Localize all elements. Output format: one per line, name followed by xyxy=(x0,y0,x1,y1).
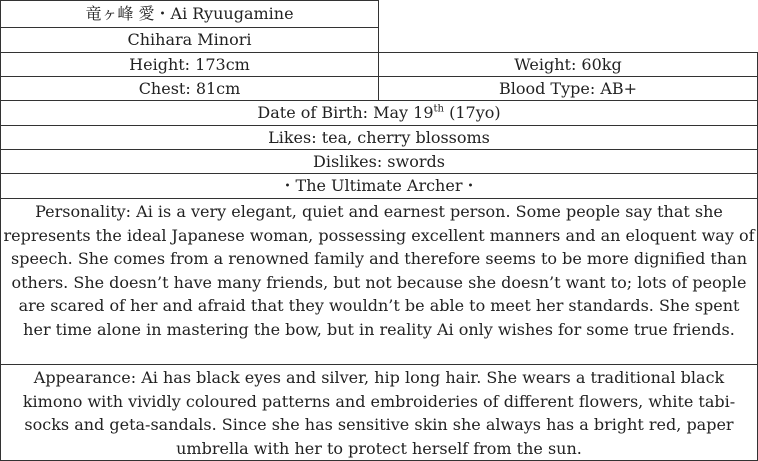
blood-type-cell xyxy=(378,76,758,101)
height-cell xyxy=(0,52,379,77)
talent-title: ・The Ultimate Archer・ xyxy=(279,176,479,195)
appearance-text: Appearance: Ai has black eyes and silver, hip long hair. She wears a traditional black kimono with vividly coloured patterns and embroideries of different flowers, white tabi-socks and geta-sandals. Since she has sensitive skin she always has a bright red, paper umbrella with her to protect herself from the sun. xyxy=(22,368,736,458)
weight-cell xyxy=(378,52,758,77)
voice-actor-cell xyxy=(0,27,379,53)
dob-ordinal: th xyxy=(433,103,444,115)
dislikes-value: Dislikes: swords xyxy=(313,151,445,171)
appearance-cell xyxy=(0,364,758,461)
voice-actor: Chihara Minori xyxy=(127,30,252,49)
date-of-birth-cell xyxy=(0,100,758,126)
personality-cell xyxy=(0,198,758,365)
likes-value: Likes: tea, cherry blossoms xyxy=(268,127,490,147)
chest-cell xyxy=(0,76,379,101)
height-value: Height: 173cm xyxy=(129,54,250,74)
dislikes-cell xyxy=(0,149,758,174)
personality-text: Personality: Ai is a very elegant, quiet and earnest person. Some people say that she represents the ideal Japanese woman, possessing excellent manners and an eloquent way of speech. She comes from a renowned family and therefore seems to be more dignified than others. She doesn’t have many friends, but not because she doesn’t want to; lots of people are scared of her and afraid that they wouldn’t be able to meet her standards. She spent her time alone in mastering the bow, but in reality Ai only wishes for some true friends. xyxy=(3,202,755,339)
dob-text: Date of Birth: May 19 xyxy=(257,103,434,122)
name-cell xyxy=(0,0,379,28)
character-name: 竜ヶ峰 愛・Ai Ryuugamine xyxy=(85,4,294,23)
dob-age: (17yo) xyxy=(444,103,501,122)
chest-value: Chest: 81cm xyxy=(138,78,241,98)
weight-value: Weight: 60kg xyxy=(514,54,622,74)
date-of-birth xyxy=(257,102,500,124)
blood-type-value: Blood Type: AB+ xyxy=(498,78,638,98)
likes-cell xyxy=(0,125,758,150)
talent-title-cell xyxy=(0,173,758,199)
